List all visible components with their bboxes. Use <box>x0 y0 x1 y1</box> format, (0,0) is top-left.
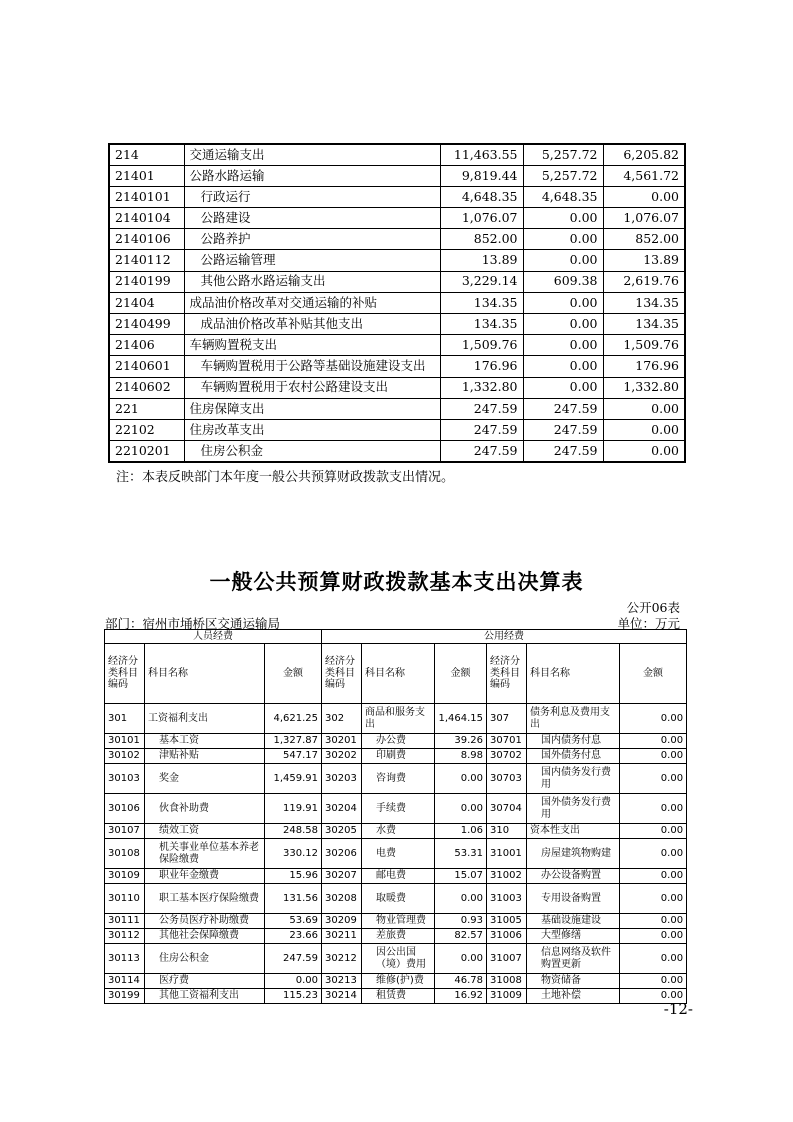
row-name: 国外债务发行费用 <box>527 794 620 824</box>
row-amount: 0.00 <box>620 869 687 884</box>
row-code: 30209 <box>322 914 362 929</box>
row-amount: 1,459.91 <box>265 764 322 794</box>
row-project: 1,332.80 <box>603 377 685 398</box>
header-name: 科目名称 <box>362 644 435 704</box>
row-code: 30214 <box>322 989 362 1004</box>
row-total: 11,463.55 <box>440 144 523 165</box>
row-name: 物业管理费 <box>362 914 435 929</box>
row-amount: 15.07 <box>435 869 487 884</box>
row-name: 成品油价格改革对交通运输的补贴 <box>184 292 440 313</box>
row-code: 31006 <box>487 929 527 944</box>
row-name: 差旅费 <box>362 929 435 944</box>
row-code: 30114 <box>105 974 145 989</box>
row-name: 电费 <box>362 839 435 869</box>
row-amount: 0.93 <box>435 914 487 929</box>
table-row <box>105 824 687 839</box>
row-code: 30202 <box>322 749 362 764</box>
row-basic: 0.00 <box>523 314 603 335</box>
row-name: 取暖费 <box>362 884 435 914</box>
row-name: 住房公积金 <box>145 944 265 974</box>
row-code: 30213 <box>322 974 362 989</box>
row-amount: 0.00 <box>435 944 487 974</box>
row-name: 土地补偿 <box>527 989 620 1004</box>
row-amount: 0.00 <box>620 989 687 1004</box>
table-row <box>109 441 685 462</box>
table-row <box>105 764 687 794</box>
row-basic: 247.59 <box>523 419 603 440</box>
row-project: 6,205.82 <box>603 144 685 165</box>
row-amount: 53.69 <box>265 914 322 929</box>
row-amount: 115.23 <box>265 989 322 1004</box>
expenditure-detail-table <box>108 143 686 463</box>
row-total: 852.00 <box>440 229 523 250</box>
row-total: 1,332.80 <box>440 377 523 398</box>
row-name: 车辆购置税用于公路等基础设施建设支出 <box>184 356 440 377</box>
row-name: 水费 <box>362 824 435 839</box>
row-code: 30112 <box>105 929 145 944</box>
row-name: 大型修缮 <box>527 929 620 944</box>
row-basic: 0.00 <box>523 208 603 229</box>
row-basic: 0.00 <box>523 356 603 377</box>
row-code: 2140106 <box>109 229 184 250</box>
row-amount: 247.59 <box>265 944 322 974</box>
row-code: 31008 <box>487 974 527 989</box>
page-number: -12- <box>663 1000 693 1018</box>
row-project: 0.00 <box>603 398 685 419</box>
table-row <box>105 884 687 914</box>
row-name: 租赁费 <box>362 989 435 1004</box>
row-name: 维修(护)费 <box>362 974 435 989</box>
row-name: 印刷费 <box>362 749 435 764</box>
row-code: 30703 <box>487 764 527 794</box>
row-amount: 0.00 <box>620 944 687 974</box>
row-basic: 0.00 <box>523 250 603 271</box>
row-name: 资本性支出 <box>527 824 620 839</box>
row-total: 176.96 <box>440 356 523 377</box>
row-name: 绩效工资 <box>145 824 265 839</box>
row-amount: 0.00 <box>620 764 687 794</box>
row-amount: 547.17 <box>265 749 322 764</box>
table-row <box>109 292 685 313</box>
row-name: 手续费 <box>362 794 435 824</box>
table-row <box>105 794 687 824</box>
row-name: 其他社会保障缴费 <box>145 929 265 944</box>
row-name: 公路建设 <box>184 208 440 229</box>
row-name: 住房改革支出 <box>184 419 440 440</box>
department-label: 部门：宿州市埇桥区交通运输局 <box>105 616 281 631</box>
row-total: 13.89 <box>440 250 523 271</box>
row-name: 债务利息及费用支出 <box>527 704 620 734</box>
row-code: 21401 <box>109 165 184 186</box>
row-name: 公路运输管理 <box>184 250 440 271</box>
row-code: 30110 <box>105 884 145 914</box>
row-code: 30701 <box>487 734 527 749</box>
group-header-public: 公用经费 <box>322 630 687 644</box>
row-name: 因公出国（境）费用 <box>362 944 435 974</box>
row-code: 30101 <box>105 734 145 749</box>
row-name: 物资储备 <box>527 974 620 989</box>
row-name: 工资福利支出 <box>145 704 265 734</box>
row-project: 134.35 <box>603 292 685 313</box>
row-name: 公务员医疗补助缴费 <box>145 914 265 929</box>
table-row <box>109 229 685 250</box>
row-code: 221 <box>109 398 184 419</box>
row-name: 职工基本医疗保险缴费 <box>145 884 265 914</box>
row-amount: 82.57 <box>435 929 487 944</box>
row-amount: 8.98 <box>435 749 487 764</box>
row-basic: 4,648.35 <box>523 186 603 207</box>
row-amount: 0.00 <box>620 974 687 989</box>
report-title: 一般公共预算财政拨款基本支出决算表 <box>209 570 584 594</box>
table-row <box>109 356 685 377</box>
row-code: 2140112 <box>109 250 184 271</box>
row-name: 成品油价格改革补贴其他支出 <box>184 314 440 335</box>
row-total: 247.59 <box>440 441 523 462</box>
row-code: 2140104 <box>109 208 184 229</box>
row-name: 医疗费 <box>145 974 265 989</box>
row-name: 国内债务付息 <box>527 734 620 749</box>
row-code: 31007 <box>487 944 527 974</box>
row-amount: 1,327.87 <box>265 734 322 749</box>
row-name: 咨询费 <box>362 764 435 794</box>
table-row <box>105 704 687 734</box>
row-code: 30201 <box>322 734 362 749</box>
row-code: 30206 <box>322 839 362 869</box>
header-code: 经济分类科目编码 <box>105 644 145 704</box>
header-code: 经济分类科目编码 <box>487 644 527 704</box>
row-name: 公路水路运输 <box>184 165 440 186</box>
row-project: 852.00 <box>603 229 685 250</box>
row-code: 31009 <box>487 989 527 1004</box>
row-total: 4,648.35 <box>440 186 523 207</box>
row-name: 车辆购置税用于农村公路建设支出 <box>184 377 440 398</box>
row-amount: 0.00 <box>620 734 687 749</box>
row-basic: 0.00 <box>523 292 603 313</box>
row-code: 2140499 <box>109 314 184 335</box>
row-code: 30111 <box>105 914 145 929</box>
row-code: 21404 <box>109 292 184 313</box>
table-row <box>109 398 685 419</box>
basic-expenditure-table <box>104 629 687 1004</box>
row-project: 134.35 <box>603 314 685 335</box>
row-amount: 0.00 <box>620 839 687 869</box>
row-code: 30702 <box>487 749 527 764</box>
row-total: 247.59 <box>440 398 523 419</box>
row-code: 31003 <box>487 884 527 914</box>
row-name: 其他工资福利支出 <box>145 989 265 1004</box>
row-amount: 0.00 <box>620 914 687 929</box>
row-project: 0.00 <box>603 419 685 440</box>
row-name: 行政运行 <box>184 186 440 207</box>
row-total: 134.35 <box>440 314 523 335</box>
table-row <box>109 271 685 292</box>
row-basic: 0.00 <box>523 335 603 356</box>
table-row <box>105 974 687 989</box>
row-project: 1,076.07 <box>603 208 685 229</box>
row-code: 30102 <box>105 749 145 764</box>
header-amount: 金额 <box>265 644 322 704</box>
row-code: 31001 <box>487 839 527 869</box>
row-code: 30109 <box>105 869 145 884</box>
row-name: 机关事业单位基本养老保险缴费 <box>145 839 265 869</box>
row-amount: 1.06 <box>435 824 487 839</box>
row-code: 30203 <box>322 764 362 794</box>
table-row <box>105 869 687 884</box>
row-code: 307 <box>487 704 527 734</box>
table-row <box>109 208 685 229</box>
row-amount: 0.00 <box>620 929 687 944</box>
row-total: 3,229.14 <box>440 271 523 292</box>
row-code: 2140601 <box>109 356 184 377</box>
row-amount: 0.00 <box>435 794 487 824</box>
row-amount: 0.00 <box>435 764 487 794</box>
row-name: 住房公积金 <box>184 441 440 462</box>
table-row <box>109 314 685 335</box>
header-amount: 金额 <box>620 644 687 704</box>
row-code: 30205 <box>322 824 362 839</box>
row-code: 31002 <box>487 869 527 884</box>
row-name: 住房保障支出 <box>184 398 440 419</box>
row-code: 30107 <box>105 824 145 839</box>
row-amount: 39.26 <box>435 734 487 749</box>
row-code: 30103 <box>105 764 145 794</box>
row-code: 30199 <box>105 989 145 1004</box>
row-code: 22102 <box>109 419 184 440</box>
row-code: 31005 <box>487 914 527 929</box>
row-name: 车辆购置税支出 <box>184 335 440 356</box>
row-code: 30704 <box>487 794 527 824</box>
row-amount: 4,621.25 <box>265 704 322 734</box>
row-basic: 247.59 <box>523 441 603 462</box>
row-code: 30106 <box>105 794 145 824</box>
row-code: 302 <box>322 704 362 734</box>
row-name: 房屋建筑物购建 <box>527 839 620 869</box>
table-row <box>105 929 687 944</box>
row-amount: 0.00 <box>435 884 487 914</box>
row-project: 4,561.72 <box>603 165 685 186</box>
row-code: 21406 <box>109 335 184 356</box>
row-name: 其他公路水路运输支出 <box>184 271 440 292</box>
row-amount: 46.78 <box>435 974 487 989</box>
row-project: 176.96 <box>603 356 685 377</box>
row-amount: 23.66 <box>265 929 322 944</box>
row-code: 2140199 <box>109 271 184 292</box>
form-number: 公开06表 <box>626 600 680 615</box>
table-row <box>109 377 685 398</box>
row-amount: 16.92 <box>435 989 487 1004</box>
row-name: 邮电费 <box>362 869 435 884</box>
row-name: 交通运输支出 <box>184 144 440 165</box>
header-amount: 金额 <box>435 644 487 704</box>
table-row <box>105 734 687 749</box>
row-amount: 0.00 <box>620 884 687 914</box>
table-row <box>105 914 687 929</box>
row-project: 2,619.76 <box>603 271 685 292</box>
row-amount: 330.12 <box>265 839 322 869</box>
row-code: 310 <box>487 824 527 839</box>
table-row <box>109 165 685 186</box>
row-project: 1,509.76 <box>603 335 685 356</box>
row-name: 专用设备购置 <box>527 884 620 914</box>
row-code: 2140101 <box>109 186 184 207</box>
row-amount: 0.00 <box>620 704 687 734</box>
row-amount: 0.00 <box>265 974 322 989</box>
row-name: 办公设备购置 <box>527 869 620 884</box>
row-amount: 0.00 <box>620 794 687 824</box>
row-basic: 0.00 <box>523 229 603 250</box>
row-basic: 609.38 <box>523 271 603 292</box>
row-name: 奖金 <box>145 764 265 794</box>
row-name: 办公费 <box>362 734 435 749</box>
row-amount: 1,464.15 <box>435 704 487 734</box>
table-row <box>105 944 687 974</box>
row-code: 214 <box>109 144 184 165</box>
group-header-personnel: 人员经费 <box>105 630 322 644</box>
row-code: 30207 <box>322 869 362 884</box>
row-name: 职业年金缴费 <box>145 869 265 884</box>
row-project: 0.00 <box>603 186 685 207</box>
row-total: 247.59 <box>440 419 523 440</box>
row-name: 基本工资 <box>145 734 265 749</box>
row-amount: 0.00 <box>620 824 687 839</box>
row-code: 30208 <box>322 884 362 914</box>
row-name: 国外债务付息 <box>527 749 620 764</box>
row-name: 公路养护 <box>184 229 440 250</box>
row-amount: 119.91 <box>265 794 322 824</box>
table-row <box>109 419 685 440</box>
row-code: 30108 <box>105 839 145 869</box>
row-total: 9,819.44 <box>440 165 523 186</box>
table-row <box>105 749 687 764</box>
table-row <box>109 186 685 207</box>
row-amount: 15.96 <box>265 869 322 884</box>
table-row <box>105 989 687 1004</box>
row-code: 30211 <box>322 929 362 944</box>
row-amount: 53.31 <box>435 839 487 869</box>
row-project: 0.00 <box>603 441 685 462</box>
row-total: 134.35 <box>440 292 523 313</box>
row-code: 30212 <box>322 944 362 974</box>
row-name: 津贴补贴 <box>145 749 265 764</box>
row-amount: 248.58 <box>265 824 322 839</box>
row-code: 2140602 <box>109 377 184 398</box>
row-name: 基础设施建设 <box>527 914 620 929</box>
row-name: 伙食补助费 <box>145 794 265 824</box>
header-name: 科目名称 <box>145 644 265 704</box>
table-row <box>109 250 685 271</box>
row-total: 1,509.76 <box>440 335 523 356</box>
row-code: 30113 <box>105 944 145 974</box>
row-name: 商品和服务支出 <box>362 704 435 734</box>
header-name: 科目名称 <box>527 644 620 704</box>
row-amount: 0.00 <box>620 749 687 764</box>
row-total: 1,076.07 <box>440 208 523 229</box>
table-row <box>109 335 685 356</box>
row-basic: 5,257.72 <box>523 165 603 186</box>
row-name: 国内债务发行费用 <box>527 764 620 794</box>
header-code: 经济分类科目编码 <box>322 644 362 704</box>
row-basic: 5,257.72 <box>523 144 603 165</box>
row-code: 30204 <box>322 794 362 824</box>
table-row <box>109 144 685 165</box>
table-note: 注：本表反映部门本年度一般公共预算财政拨款支出情况。 <box>116 470 455 485</box>
row-basic: 0.00 <box>523 377 603 398</box>
row-project: 13.89 <box>603 250 685 271</box>
row-name: 信息网络及软件购置更新 <box>527 944 620 974</box>
table-row <box>105 839 687 869</box>
row-basic: 247.59 <box>523 398 603 419</box>
row-code: 301 <box>105 704 145 734</box>
row-code: 2210201 <box>109 441 184 462</box>
unit-label: 单位：万元 <box>617 616 680 631</box>
row-amount: 131.56 <box>265 884 322 914</box>
